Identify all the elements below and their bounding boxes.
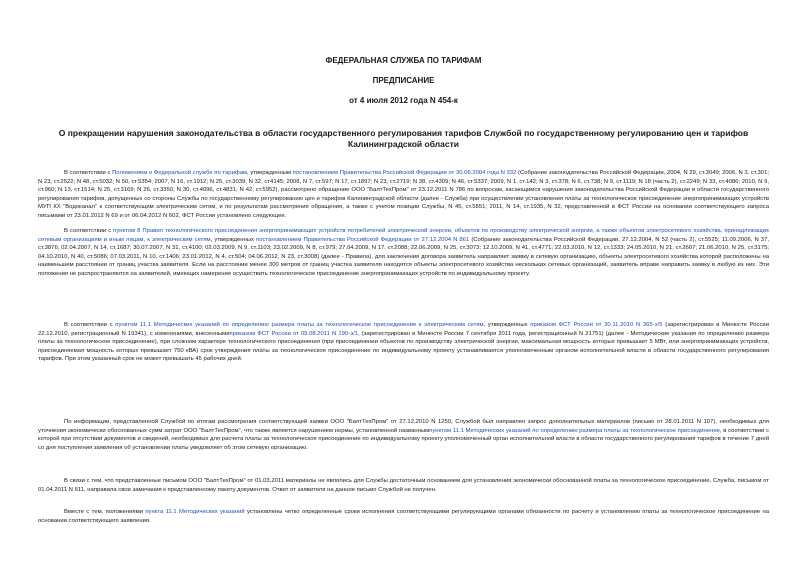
paragraph-3 [38, 321, 769, 364]
order-amendment-link[interactable]: приказом ФСТ России от 09.08.2011 N 190-э/1 [229, 330, 359, 337]
text-span: В соответствии с [64, 228, 114, 234]
text-span: По информации, представленной Службой по итогам рассмотрения соответствующей заявки ООО "БалтТехПром" от 27.12.2010 N 1250, Службой был направлен запрос дополнительных материалов (письмо от 28.01.2011 N 107), необходимых для уточнения экономически обоснованных сумм затрат ООО "БалтТехПром", что также является нарушением нормы, установленной названным [38, 419, 769, 434]
order-link[interactable]: приказом ФСТ России от 30.11.2010 N 365-э/5 [530, 322, 663, 328]
text-span: , утвержденных [210, 236, 257, 243]
regulation-link[interactable]: Положением о Федеральной службе по тарифам [112, 170, 248, 176]
agency-title: ФЕДЕРАЛЬНАЯ СЛУЖБА ПО ТАРИФАМ [325, 56, 482, 65]
decree-link[interactable]: постановлением Правительства Российской Федерации от 30.06.2004 года N 332 [292, 170, 517, 176]
decree-link[interactable]: постановлением Правительства Российской Федерации от 27.12.2004 N 861 [256, 236, 470, 243]
text-span: , утвержденных [483, 322, 531, 328]
rules-link[interactable]: пунктом 8 Правил технологического присоединения энергопринимающих устройств потребителей электрической энергии, объектов по производству электрической энергии, а также объектов электросетевого хозяйства, принадлежащих сетевым организациям и иным лицам, к электрическим сетям [38, 228, 769, 243]
text-span: В связи с тем, что представленные письмом ООО "БалтТехПром" от 01.03.2011 материалы не являлись для Службы достаточным основанием для установления экономически обоснованной платы за технологическое присоединение, Служба, письмом от 01.04.2011 N 611, направила свои замечания к представленному пакету документов. Ответ от заявителя на данное письмо Службой не получен. [38, 478, 769, 493]
text-span: Вместе с тем, положениями [64, 509, 146, 515]
paragraph-1 [38, 169, 769, 221]
text-span: , утвержденным [247, 170, 293, 176]
document-date-number: от 4 июля 2012 года N 454-к [349, 96, 458, 105]
paragraph-6 [38, 508, 769, 525]
guidelines-link[interactable]: пунктом 11.1 Методических указаний по определению размера платы за технологическое присоединение [429, 427, 720, 434]
document-type: ПРЕДПИСАНИЕ [372, 76, 435, 85]
text-span: (зарегистрирован в Минюсте России 22.12.2010, регистрационный N 19341), с изменениями, внесенными [38, 322, 770, 337]
guidelines-link[interactable]: пункта 11.1 Методических указаний [145, 509, 245, 515]
text-span: В соответствии с [64, 170, 113, 176]
text-span: (Собрание законодательства Российской Федерации, 2004, N 29, ст.3049; 2006, N 3, ст.301; N 23, ст.2522; N 48, ст.5032; N 50, ст.5354; 2007, N 16, ст.1912; N 25, ст.3039; N 32, ст4145; 2008, N 7, ст.597; N 17, ст.1897; N 23, ст.2719; N 38, ст.4309; N 46, ст.5337; 2009, N 1, ст.142; N 3, ст.378; N 6, ст.738; N 9, ст.1119; N 18 (часть 2), ст.2249; N 33, ст.4086; 2010, N 9, ст.960; N 13, ст.1514; N 25, ст.3169; N 26, ст.3350; N 30, ст.4096, ст.4831, N 42, ст.5952), рассмотрено обращение ООО "БалтТехПром" от 23.12.2011 N 786 по вопросам, касающимся нарушения законодательства Российской Федерации в области государственного регулирования тарифов, допущенных со стороны Службы по государственному регулированию цен и тарифов Калининградской области (далее - Служба) при осуществлении установления платы за технологическое присоединение энергопринимающих устройств МУП КХ "Водоканал" к соответствующим электрическим сетям, и по результатам рассмотрения обращения, а также с учетом позиции Службы, N 45, ст.5851; 2011, N 14, ст.1935, N 32, представленной в ФСТ России на основании соответствующего запроса письмами от 23.01.2012 N 69 и от 06.04.2012 N 602, ФСТ России установлено следующее. [38, 170, 769, 219]
paragraph-5 [38, 477, 769, 494]
text-span: (Собрание законодательства Российской Федерации, 27.12.2004, N 52 (часть 2), ст.5525; 11.09.2006, N 37, ст.3876; 02.04.2007, N 14, ст.1687; 30.07.2007, N 31, ст.4100; 02.03.2009, N 9, ст.1103; 23.02.2009, N 8, ст.979; 27.04.2009, N 17, ст.2088; 22.06.2009, N 25, ст.3073; 12.10.2009, N 41, ст.4771; 22.03.2010, N 12, ст.1333; 24.05.2010, N 21, ст.2607; 21.06.2010, N 25, ст.3175; 04.10.2010, N 40, ст.5086; 07.03.2011, N 10, ст.1406; 23.01.2012, N 4, ст.504; 04.06.2012, N 23, ст.3008) (далее - Правила), для заключения договора заявитель направляет заявку в сетевую организацию, объекты электросетевого хозяйства которой расположены на наименьшем расстоянии от границ участка заявителя. Если на расстоянии менее 300 метров от границ участка заявителя находятся объекты электросетевого хозяйства нескольких сетевых организаций, заявитель вправе направить заявку в любую из них. Эти положения не распространяются на заявителей, имеющих намерение осуществить технологическое присоединение энергопринимающих устройств по индивидуальному проекту. [38, 236, 769, 277]
paragraph-4 [38, 418, 769, 452]
text-span: В соответствии с [64, 322, 116, 328]
document-subject: О прекращении нарушения законодательства в области государственного регулирования тарифов Службой по государственному регулированию цен и тарифов Калининградской области [58, 128, 749, 149]
guidelines-link[interactable]: пунктом 11.1 Методических указаний по определению размера платы за технологическое присоединение к электрическим сетям [115, 322, 484, 328]
text-span: установлены четко определенные сроки исполнения соответствующими регулирующими органами обязанности по расчету и установлению платы за технологическое присоединение на основании соответствующего заявления. [38, 509, 769, 524]
text-span: , в соответствии с которой при отсутствии документов и сведений, необходимых для расчета платы за технологическое присоединение по индивидуальному проекту уполномоченный орган исполнительной власти в области государственного регулирования тарифов в течение 7 дней со дня поступления заявления об установлении платы уведомляет об этом сетевую организацию. [38, 427, 769, 451]
paragraph-2 [38, 227, 769, 279]
text-span: , (зарегистрирован в Минюсте России 7 сентября 2011 года, регистрационный N 21751) (далее - Методические указания по определению размера платы за технологическое присоединение), при сложном характере технологического присоединения (при присоединении объектов по производству электрической энергии, максимальная мощность которых превышает 5 МВт, или энергопринимающих устройств, присоединяемая мощность которых превышает 750 кВА) срок утверждения платы за технологическое присоединение по индивидуальному проекту устанавливается уполномоченным органом исполнительной власти в области государственного регулирования тарифов. При этом указанный срок не может превышать 45 рабочих дней. [38, 330, 769, 363]
